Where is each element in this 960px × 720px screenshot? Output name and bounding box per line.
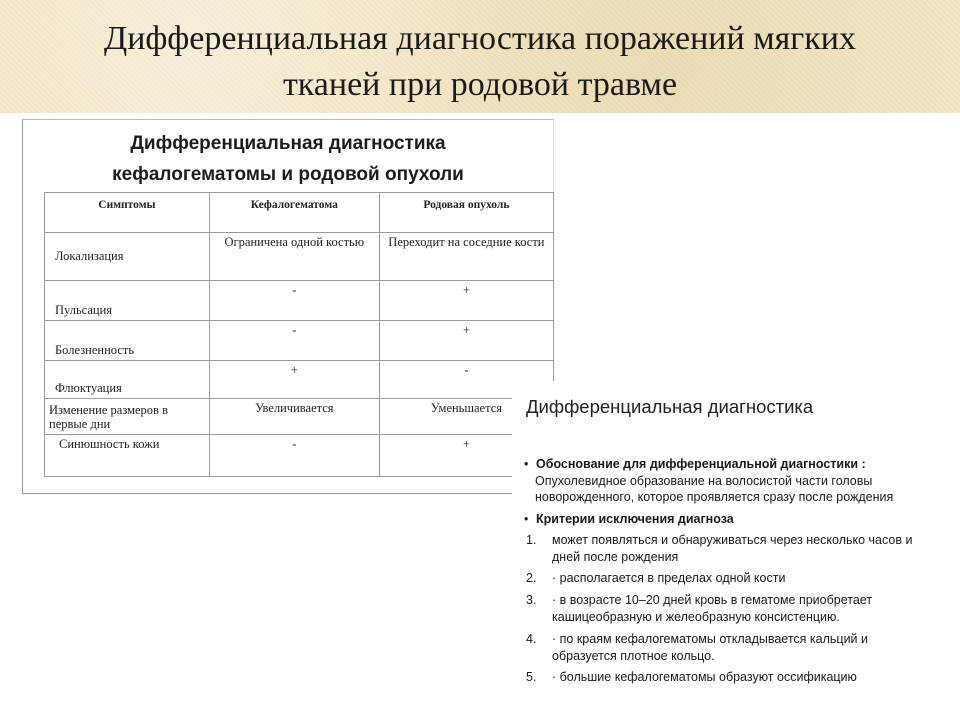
table-heading-line: кефалогематомы и родовой опухоли — [112, 164, 464, 185]
diff-table — [44, 192, 554, 477]
table-header-cell: Кефалогематома — [209, 193, 379, 233]
table-cell: - — [209, 321, 379, 361]
list-item — [526, 592, 956, 625]
table-row — [45, 435, 554, 477]
bullet-icon: • — [524, 512, 529, 526]
bullet-label: Обоснование для дифференциальной диагностики : — [536, 457, 866, 471]
table-cell: Уменьшается — [379, 399, 553, 435]
table-cell: Переходит на соседние кости — [379, 233, 553, 281]
bullet-justification — [524, 456, 956, 506]
slide-title — [0, 16, 960, 108]
list-item-text: может появляться и обнаруживаться через несколько часов и — [552, 533, 913, 547]
table-cell: + — [379, 281, 553, 321]
list-item-text: дней после рождения — [552, 549, 679, 564]
bullet-label: Критерии исключения диагноза — [536, 512, 734, 526]
table-row — [45, 399, 554, 435]
table-cell: - — [209, 435, 379, 477]
list-item-number: 5. — [526, 670, 537, 684]
list-item-text: образуется плотное кольцо. — [552, 648, 715, 663]
table-cell: + — [209, 361, 379, 399]
table-cell: Локализация — [45, 233, 210, 281]
table-cell: - — [209, 281, 379, 321]
bullet-icon: • — [524, 457, 529, 471]
list-item-text: · по краям кефалогематомы откладывается кальций и — [552, 632, 868, 646]
slide-title-line: Дифференциальная диагностика поражений мягких — [104, 20, 856, 57]
table-cell: Флюктуация — [45, 361, 210, 399]
list-item-number: 1. — [526, 533, 537, 547]
table-header-cell: Родовая опухоль — [379, 193, 553, 233]
table-cell: Ограничена одной костью — [209, 233, 379, 281]
list-item-text: · располагается в пределах одной кости — [552, 571, 786, 585]
list-item-text: кашицеобразную и желеобразную консистенцию. — [552, 609, 840, 624]
list-item — [526, 631, 956, 664]
list-item-text: · большие кефалогематомы образуют оссификацию — [552, 670, 857, 684]
table-header-cell: Симптомы — [45, 193, 210, 233]
table-cell: Синюшность кожи — [45, 435, 210, 477]
table-cell: Изменение размеров в первые дни — [45, 399, 210, 435]
panel-title: Дифференциальная диагностика — [526, 396, 814, 417]
table-cell: + — [379, 435, 553, 477]
table-image — [22, 119, 554, 494]
table-row — [45, 361, 554, 399]
text-panel — [512, 381, 960, 720]
table-cell: - — [379, 361, 553, 399]
list-item-text: · в возрасте 10–20 дней кровь в гематоме приобретает — [552, 593, 873, 607]
table-heading-line: Дифференциальная диагностика — [130, 133, 446, 154]
list-item — [526, 669, 956, 686]
table-row — [45, 281, 554, 321]
list-item — [526, 532, 956, 565]
slide-title-line: тканей при родовой травме — [282, 66, 678, 103]
list-item-number: 3. — [526, 593, 537, 607]
table-cell: + — [379, 321, 553, 361]
list-item-number: 2. — [526, 571, 537, 585]
bullet-exclusion — [524, 511, 956, 528]
list-item-number: 4. — [526, 632, 537, 646]
table-row — [45, 233, 554, 281]
table-heading — [23, 128, 553, 190]
bullet-text: Опухолевидное образование на волосистой части головы — [535, 473, 873, 488]
table-header-row — [45, 193, 554, 233]
bullet-text: новорожденного, которое проявляется сразу после рождения — [535, 490, 894, 504]
table-cell: Пульсация — [45, 281, 210, 321]
list-item — [526, 570, 956, 587]
table-row — [45, 321, 554, 361]
table-cell: Увеличивается — [209, 399, 379, 435]
table-cell: Болезненность — [45, 321, 210, 361]
